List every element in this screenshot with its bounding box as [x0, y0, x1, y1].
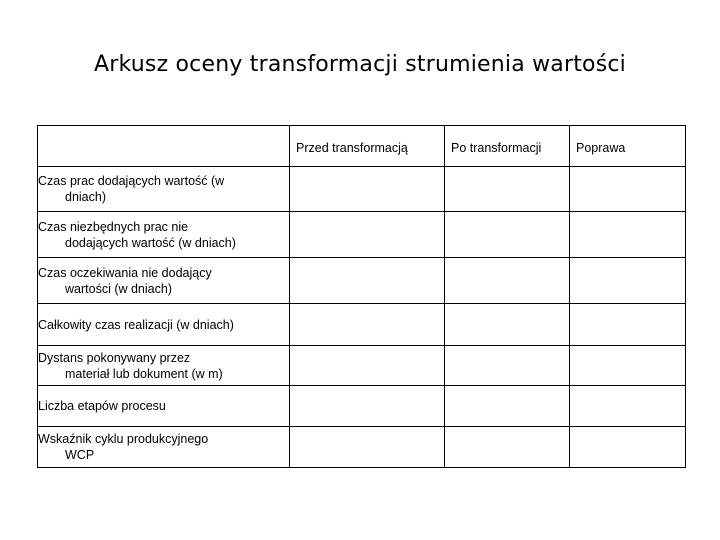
cell-after[interactable] — [445, 212, 570, 258]
cell-after[interactable] — [445, 167, 570, 212]
cell-after[interactable] — [445, 258, 570, 304]
header-corner-cell — [38, 126, 290, 167]
cell-after[interactable] — [445, 304, 570, 346]
page-title: Arkusz oceny transformacji strumienia wartości — [94, 52, 626, 77]
cell-before[interactable] — [290, 386, 445, 427]
row-label: Czas oczekiwania nie dodający wartości (w dniach) — [38, 258, 290, 304]
cell-improvement[interactable] — [570, 427, 686, 468]
header-improvement: Poprawa — [570, 126, 686, 167]
cell-before[interactable] — [290, 212, 445, 258]
header-after: Po transformacji — [445, 126, 570, 167]
cell-improvement[interactable] — [570, 386, 686, 427]
table-row — [38, 258, 686, 304]
cell-improvement[interactable] — [570, 212, 686, 258]
header-before: Przed transformacją — [290, 126, 445, 167]
assessment-table — [37, 125, 686, 468]
row-label: Wskaźnik cyklu produkcyjnego WCP — [38, 427, 290, 468]
cell-improvement[interactable] — [570, 258, 686, 304]
table-row — [38, 167, 686, 212]
cell-improvement[interactable] — [570, 346, 686, 386]
row-label: Czas niezbędnych prac nie dodających wartość (w dniach) — [38, 212, 290, 258]
cell-after[interactable] — [445, 427, 570, 468]
row-label: Dystans pokonywany przez materiał lub dokument (w m) — [38, 346, 290, 386]
cell-before[interactable] — [290, 167, 445, 212]
cell-after[interactable] — [445, 386, 570, 427]
header-row — [38, 126, 686, 167]
cell-improvement[interactable] — [570, 304, 686, 346]
cell-after[interactable] — [445, 346, 570, 386]
cell-improvement[interactable] — [570, 167, 686, 212]
table-row — [38, 346, 686, 386]
cell-before[interactable] — [290, 258, 445, 304]
cell-before[interactable] — [290, 427, 445, 468]
row-label: Czas prac dodających wartość (w dniach) — [38, 167, 290, 212]
table-row — [38, 427, 686, 468]
cell-before[interactable] — [290, 304, 445, 346]
cell-before[interactable] — [290, 346, 445, 386]
row-label: Liczba etapów procesu — [38, 386, 290, 427]
table-row — [38, 304, 686, 346]
row-label: Całkowity czas realizacji (w dniach) — [38, 304, 290, 346]
table-row — [38, 212, 686, 258]
table-row — [38, 386, 686, 427]
